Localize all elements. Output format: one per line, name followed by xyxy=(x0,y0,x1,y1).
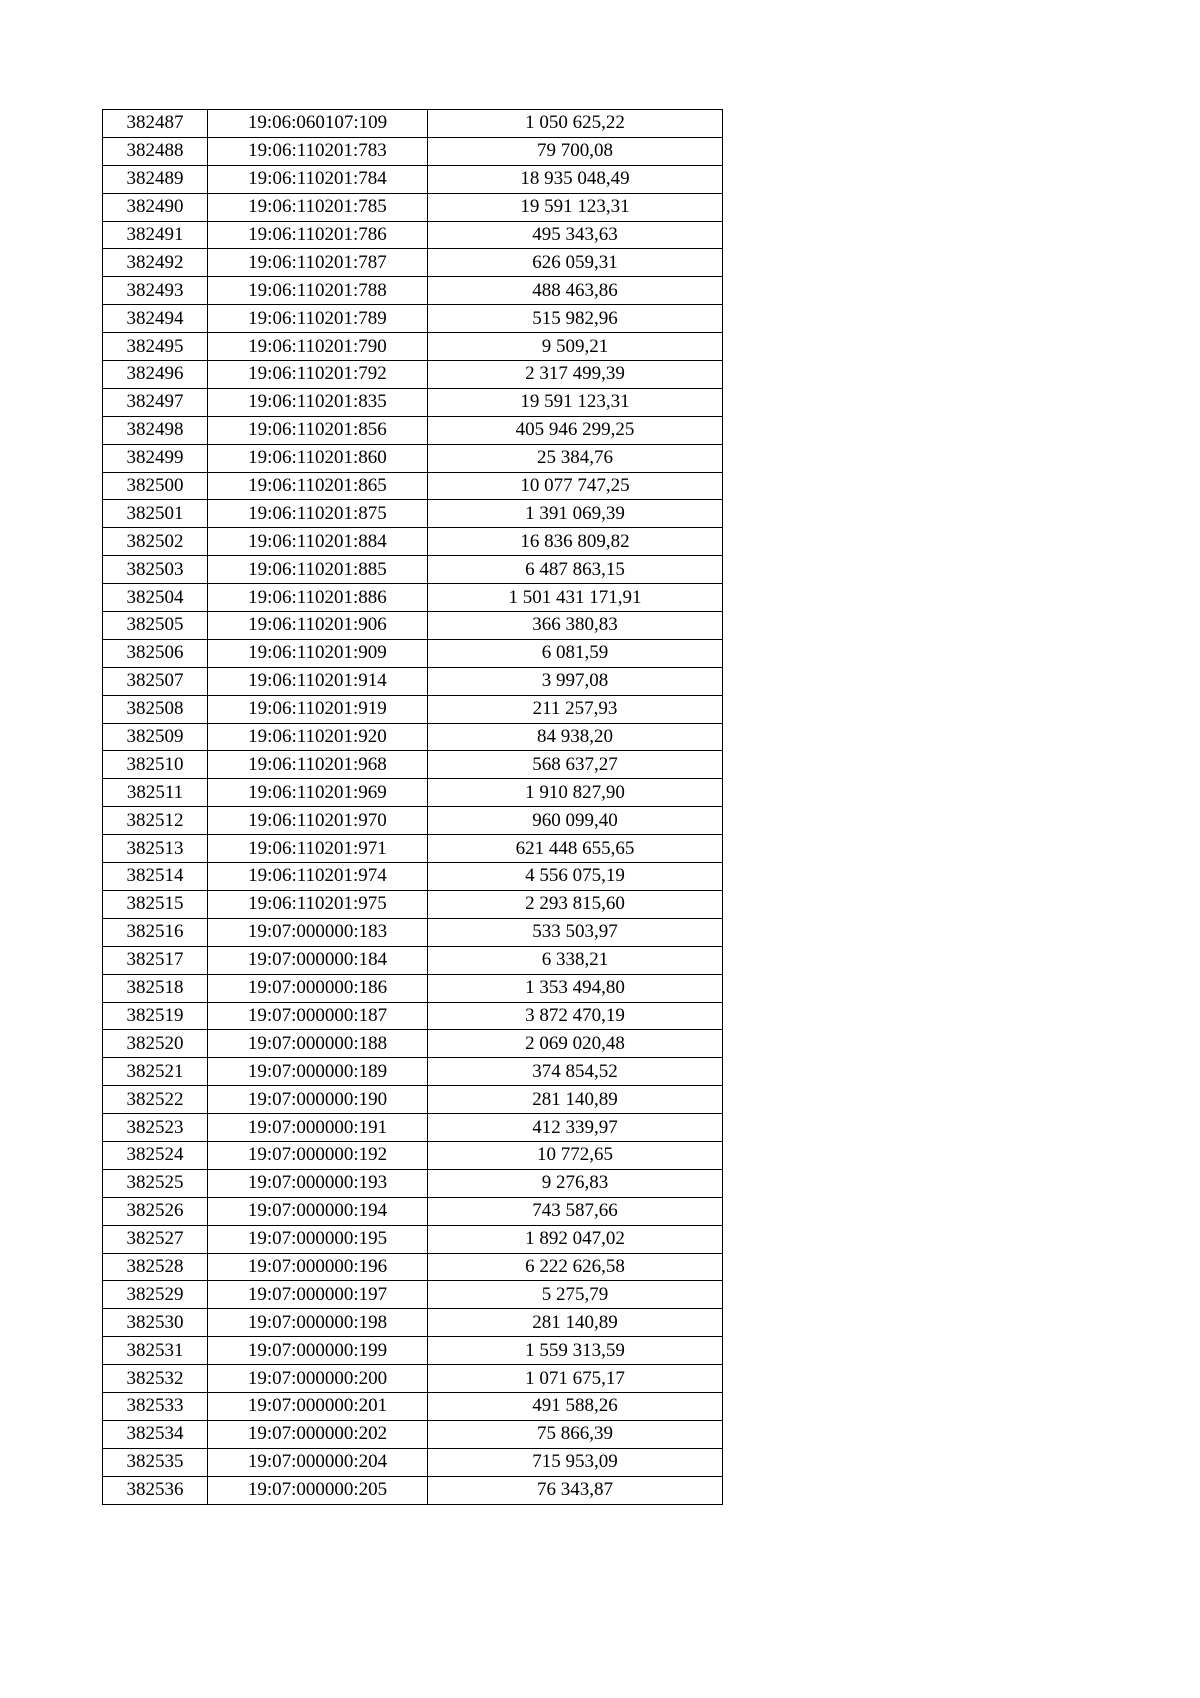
row-number-cell: 382491 xyxy=(103,221,208,249)
cadastral-value-cell: 281 140,89 xyxy=(428,1086,723,1114)
table-row xyxy=(103,1169,723,1197)
cadastral-number-cell: 19:06:110201:906 xyxy=(208,612,428,640)
row-number-cell: 382505 xyxy=(103,612,208,640)
cadastral-number-cell: 19:06:110201:865 xyxy=(208,472,428,500)
row-number-cell: 382500 xyxy=(103,472,208,500)
table-row xyxy=(103,361,723,389)
row-number-cell: 382533 xyxy=(103,1392,208,1420)
cadastral-value-cell: 79 700,08 xyxy=(428,137,723,165)
cadastral-number-cell: 19:06:110201:974 xyxy=(208,863,428,891)
table-row xyxy=(103,1392,723,1420)
table-row xyxy=(103,165,723,193)
table-row xyxy=(103,110,723,138)
cadastral-number-cell: 19:06:110201:975 xyxy=(208,890,428,918)
row-number-cell: 382498 xyxy=(103,416,208,444)
cadastral-value-cell: 1 353 494,80 xyxy=(428,974,723,1002)
row-number-cell: 382499 xyxy=(103,444,208,472)
table-row xyxy=(103,807,723,835)
cadastral-number-cell: 19:06:110201:971 xyxy=(208,835,428,863)
row-number-cell: 382518 xyxy=(103,974,208,1002)
cadastral-number-cell: 19:06:060107:109 xyxy=(208,110,428,138)
table-row xyxy=(103,946,723,974)
row-number-cell: 382525 xyxy=(103,1169,208,1197)
cadastral-value-cell: 6 081,59 xyxy=(428,639,723,667)
cadastral-number-cell: 19:07:000000:199 xyxy=(208,1337,428,1365)
table-row xyxy=(103,667,723,695)
table-row xyxy=(103,863,723,891)
table-row xyxy=(103,612,723,640)
table-row xyxy=(103,388,723,416)
cadastral-value-cell: 495 343,63 xyxy=(428,221,723,249)
row-number-cell: 382507 xyxy=(103,667,208,695)
row-number-cell: 382512 xyxy=(103,807,208,835)
table-row xyxy=(103,137,723,165)
table-row xyxy=(103,1225,723,1253)
cadastral-number-cell: 19:07:000000:189 xyxy=(208,1058,428,1086)
row-number-cell: 382488 xyxy=(103,137,208,165)
row-number-cell: 382522 xyxy=(103,1086,208,1114)
row-number-cell: 382529 xyxy=(103,1281,208,1309)
table-row xyxy=(103,1476,723,1504)
cadastral-value-cell: 19 591 123,31 xyxy=(428,193,723,221)
row-number-cell: 382521 xyxy=(103,1058,208,1086)
table-row xyxy=(103,779,723,807)
cadastral-value-cell: 515 982,96 xyxy=(428,305,723,333)
cadastral-number-cell: 19:06:110201:968 xyxy=(208,751,428,779)
row-number-cell: 382531 xyxy=(103,1337,208,1365)
cadastral-value-cell: 2 069 020,48 xyxy=(428,1030,723,1058)
cadastral-number-cell: 19:07:000000:198 xyxy=(208,1309,428,1337)
cadastral-value-cell: 3 997,08 xyxy=(428,667,723,695)
cadastral-value-cell: 9 276,83 xyxy=(428,1169,723,1197)
cadastral-value-cell: 2 317 499,39 xyxy=(428,361,723,389)
table-row xyxy=(103,1114,723,1142)
table-row xyxy=(103,500,723,528)
cadastral-number-cell: 19:07:000000:205 xyxy=(208,1476,428,1504)
row-number-cell: 382496 xyxy=(103,361,208,389)
row-number-cell: 382530 xyxy=(103,1309,208,1337)
row-number-cell: 382489 xyxy=(103,165,208,193)
row-number-cell: 382493 xyxy=(103,277,208,305)
table-row xyxy=(103,416,723,444)
row-number-cell: 382509 xyxy=(103,723,208,751)
cadastral-number-cell: 19:06:110201:914 xyxy=(208,667,428,695)
cadastral-number-cell: 19:06:110201:835 xyxy=(208,388,428,416)
row-number-cell: 382492 xyxy=(103,249,208,277)
cadastral-value-cell: 76 343,87 xyxy=(428,1476,723,1504)
cadastral-value-cell: 1 892 047,02 xyxy=(428,1225,723,1253)
cadastral-value-cell: 211 257,93 xyxy=(428,695,723,723)
cadastral-value-cell: 960 099,40 xyxy=(428,807,723,835)
row-number-cell: 382497 xyxy=(103,388,208,416)
cadastral-number-cell: 19:06:110201:884 xyxy=(208,528,428,556)
table-row xyxy=(103,277,723,305)
row-number-cell: 382516 xyxy=(103,918,208,946)
cadastral-number-cell: 19:06:110201:789 xyxy=(208,305,428,333)
cadastral-value-cell: 2 293 815,60 xyxy=(428,890,723,918)
cadastral-number-cell: 19:07:000000:184 xyxy=(208,946,428,974)
row-number-cell: 382487 xyxy=(103,110,208,138)
row-number-cell: 382528 xyxy=(103,1253,208,1281)
cadastral-value-cell: 412 339,97 xyxy=(428,1114,723,1142)
cadastral-number-cell: 19:06:110201:790 xyxy=(208,333,428,361)
cadastral-value-cell: 374 854,52 xyxy=(428,1058,723,1086)
cadastral-value-cell: 533 503,97 xyxy=(428,918,723,946)
table-row xyxy=(103,1030,723,1058)
row-number-cell: 382526 xyxy=(103,1197,208,1225)
cadastral-number-cell: 19:06:110201:860 xyxy=(208,444,428,472)
table-row xyxy=(103,584,723,612)
cadastral-number-cell: 19:07:000000:188 xyxy=(208,1030,428,1058)
cadastral-number-cell: 19:07:000000:202 xyxy=(208,1420,428,1448)
cadastral-number-cell: 19:06:110201:920 xyxy=(208,723,428,751)
table-row xyxy=(103,1281,723,1309)
row-number-cell: 382506 xyxy=(103,639,208,667)
cadastral-number-cell: 19:07:000000:197 xyxy=(208,1281,428,1309)
table-row xyxy=(103,1420,723,1448)
cadastral-value-table xyxy=(102,109,723,1505)
cadastral-number-cell: 19:07:000000:193 xyxy=(208,1169,428,1197)
row-number-cell: 382520 xyxy=(103,1030,208,1058)
table-row xyxy=(103,1058,723,1086)
table-body xyxy=(103,110,723,1505)
cadastral-value-cell: 1 391 069,39 xyxy=(428,500,723,528)
table-row xyxy=(103,1002,723,1030)
row-number-cell: 382504 xyxy=(103,584,208,612)
cadastral-value-cell: 491 588,26 xyxy=(428,1392,723,1420)
cadastral-value-cell: 1 910 827,90 xyxy=(428,779,723,807)
row-number-cell: 382501 xyxy=(103,500,208,528)
row-number-cell: 382532 xyxy=(103,1365,208,1393)
table-row xyxy=(103,1253,723,1281)
cadastral-number-cell: 19:06:110201:785 xyxy=(208,193,428,221)
cadastral-number-cell: 19:07:000000:194 xyxy=(208,1197,428,1225)
cadastral-value-cell: 19 591 123,31 xyxy=(428,388,723,416)
cadastral-number-cell: 19:07:000000:200 xyxy=(208,1365,428,1393)
cadastral-number-cell: 19:07:000000:196 xyxy=(208,1253,428,1281)
cadastral-number-cell: 19:06:110201:885 xyxy=(208,556,428,584)
table-row xyxy=(103,890,723,918)
table-row xyxy=(103,639,723,667)
table-row xyxy=(103,221,723,249)
row-number-cell: 382514 xyxy=(103,863,208,891)
cadastral-number-cell: 19:06:110201:969 xyxy=(208,779,428,807)
table-row xyxy=(103,305,723,333)
cadastral-value-cell: 84 938,20 xyxy=(428,723,723,751)
cadastral-number-cell: 19:06:110201:909 xyxy=(208,639,428,667)
cadastral-value-cell: 1 071 675,17 xyxy=(428,1365,723,1393)
cadastral-value-cell: 9 509,21 xyxy=(428,333,723,361)
row-number-cell: 382534 xyxy=(103,1420,208,1448)
row-number-cell: 382527 xyxy=(103,1225,208,1253)
cadastral-value-cell: 1 501 431 171,91 xyxy=(428,584,723,612)
cadastral-value-cell: 488 463,86 xyxy=(428,277,723,305)
table-row xyxy=(103,1337,723,1365)
cadastral-value-cell: 75 866,39 xyxy=(428,1420,723,1448)
cadastral-number-cell: 19:07:000000:190 xyxy=(208,1086,428,1114)
table-row xyxy=(103,1365,723,1393)
table-row xyxy=(103,1448,723,1476)
row-number-cell: 382515 xyxy=(103,890,208,918)
row-number-cell: 382523 xyxy=(103,1114,208,1142)
cadastral-number-cell: 19:07:000000:195 xyxy=(208,1225,428,1253)
cadastral-value-cell: 4 556 075,19 xyxy=(428,863,723,891)
table-row xyxy=(103,1197,723,1225)
cadastral-value-cell: 1 559 313,59 xyxy=(428,1337,723,1365)
cadastral-number-cell: 19:06:110201:788 xyxy=(208,277,428,305)
cadastral-number-cell: 19:06:110201:792 xyxy=(208,361,428,389)
table-row xyxy=(103,333,723,361)
row-number-cell: 382535 xyxy=(103,1448,208,1476)
cadastral-number-cell: 19:07:000000:187 xyxy=(208,1002,428,1030)
cadastral-value-cell: 621 448 655,65 xyxy=(428,835,723,863)
table-row xyxy=(103,723,723,751)
table-row xyxy=(103,974,723,1002)
table-row xyxy=(103,444,723,472)
cadastral-value-cell: 10 077 747,25 xyxy=(428,472,723,500)
cadastral-value-cell: 18 935 048,49 xyxy=(428,165,723,193)
cadastral-number-cell: 19:06:110201:919 xyxy=(208,695,428,723)
row-number-cell: 382513 xyxy=(103,835,208,863)
cadastral-number-cell: 19:06:110201:970 xyxy=(208,807,428,835)
row-number-cell: 382510 xyxy=(103,751,208,779)
row-number-cell: 382494 xyxy=(103,305,208,333)
row-number-cell: 382508 xyxy=(103,695,208,723)
table-row xyxy=(103,472,723,500)
table-row xyxy=(103,695,723,723)
cadastral-value-cell: 16 836 809,82 xyxy=(428,528,723,556)
cadastral-value-cell: 281 140,89 xyxy=(428,1309,723,1337)
cadastral-value-cell: 5 275,79 xyxy=(428,1281,723,1309)
cadastral-value-cell: 366 380,83 xyxy=(428,612,723,640)
table-row xyxy=(103,193,723,221)
cadastral-value-cell: 743 587,66 xyxy=(428,1197,723,1225)
table-row xyxy=(103,249,723,277)
cadastral-value-cell: 1 050 625,22 xyxy=(428,110,723,138)
cadastral-number-cell: 19:06:110201:875 xyxy=(208,500,428,528)
cadastral-number-cell: 19:06:110201:886 xyxy=(208,584,428,612)
table-row xyxy=(103,918,723,946)
cadastral-value-cell: 715 953,09 xyxy=(428,1448,723,1476)
cadastral-value-cell: 3 872 470,19 xyxy=(428,1002,723,1030)
cadastral-number-cell: 19:07:000000:191 xyxy=(208,1114,428,1142)
row-number-cell: 382511 xyxy=(103,779,208,807)
cadastral-number-cell: 19:06:110201:787 xyxy=(208,249,428,277)
row-number-cell: 382495 xyxy=(103,333,208,361)
table-row xyxy=(103,556,723,584)
cadastral-number-cell: 19:06:110201:784 xyxy=(208,165,428,193)
row-number-cell: 382503 xyxy=(103,556,208,584)
cadastral-value-cell: 626 059,31 xyxy=(428,249,723,277)
row-number-cell: 382502 xyxy=(103,528,208,556)
cadastral-number-cell: 19:06:110201:856 xyxy=(208,416,428,444)
cadastral-value-cell: 568 637,27 xyxy=(428,751,723,779)
table-row xyxy=(103,1141,723,1169)
cadastral-value-cell: 405 946 299,25 xyxy=(428,416,723,444)
row-number-cell: 382490 xyxy=(103,193,208,221)
table-row xyxy=(103,1086,723,1114)
cadastral-value-cell: 25 384,76 xyxy=(428,444,723,472)
row-number-cell: 382536 xyxy=(103,1476,208,1504)
cadastral-number-cell: 19:07:000000:186 xyxy=(208,974,428,1002)
table-row xyxy=(103,528,723,556)
cadastral-number-cell: 19:07:000000:204 xyxy=(208,1448,428,1476)
row-number-cell: 382524 xyxy=(103,1141,208,1169)
cadastral-value-cell: 6 487 863,15 xyxy=(428,556,723,584)
cadastral-value-cell: 10 772,65 xyxy=(428,1141,723,1169)
cadastral-number-cell: 19:06:110201:786 xyxy=(208,221,428,249)
cadastral-number-cell: 19:07:000000:201 xyxy=(208,1392,428,1420)
table-row xyxy=(103,751,723,779)
row-number-cell: 382517 xyxy=(103,946,208,974)
cadastral-number-cell: 19:07:000000:183 xyxy=(208,918,428,946)
cadastral-number-cell: 19:06:110201:783 xyxy=(208,137,428,165)
cadastral-value-cell: 6 222 626,58 xyxy=(428,1253,723,1281)
row-number-cell: 382519 xyxy=(103,1002,208,1030)
table-row xyxy=(103,1309,723,1337)
cadastral-value-cell: 6 338,21 xyxy=(428,946,723,974)
cadastral-number-cell: 19:07:000000:192 xyxy=(208,1141,428,1169)
table-row xyxy=(103,835,723,863)
